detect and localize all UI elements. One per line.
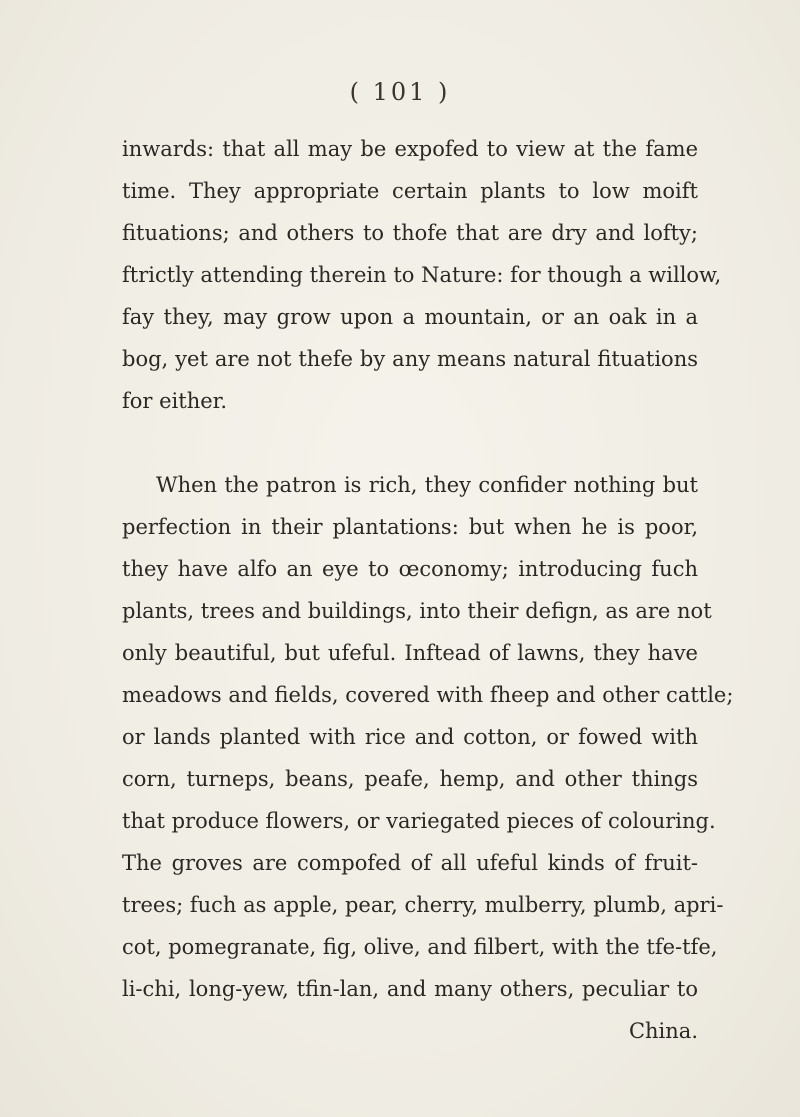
catchword: China. bbox=[628, 1019, 698, 1043]
text-line: When the patron is rich, they confider nothing but bbox=[156, 473, 698, 497]
text-line: cot, pomegranate, fig, olive, and filbert, with the tfe-tfe, bbox=[122, 935, 718, 959]
text-line: that produce flowers, or variegated pieces of colouring. bbox=[122, 809, 716, 833]
text-line: fay they, may grow upon a mountain, or an oak in a bbox=[122, 305, 698, 329]
text-line: meadows and fields, covered with fheep and other cattle; bbox=[122, 683, 734, 707]
paragraph-2 bbox=[122, 464, 734, 1010]
text-line: perfection in their plantations: but when he is poor, bbox=[122, 515, 698, 539]
text-line: they have alfo an eye to œconomy; introducing fuch bbox=[122, 557, 698, 581]
text-line: ftrictly attending therein to Nature: for though a willow, bbox=[122, 263, 722, 287]
text-line: inwards: that all may be expofed to view at the fame bbox=[122, 137, 698, 161]
body-text bbox=[122, 128, 734, 1052]
text-line: trees; fuch as apple, pear, cherry, mulberry, plumb, apri- bbox=[122, 893, 724, 917]
text-line: time. They appropriate certain plants to low moift bbox=[122, 179, 698, 203]
text-line: li-chi, long-yew, tfin-lan, and many others, peculiar to bbox=[122, 977, 698, 1001]
text-line: for either. bbox=[122, 389, 228, 413]
text-line: plants, trees and buildings, into their defign, as are not bbox=[122, 599, 712, 623]
paragraph-gap bbox=[122, 422, 698, 464]
paragraph-1 bbox=[122, 128, 722, 422]
text-line: or lands planted with rice and cotton, or fowed with bbox=[122, 725, 698, 749]
text-line: The groves are compofed of all ufeful kinds of fruit- bbox=[122, 851, 698, 875]
text-line: bog, yet are not thefe by any means natural fituations bbox=[122, 347, 698, 371]
page-number: ( 101 ) bbox=[349, 78, 451, 106]
text-line: only beautiful, but ufeful. Inftead of lawns, they have bbox=[122, 641, 698, 665]
text-line: fituations; and others to thofe that are dry and lofty; bbox=[122, 221, 698, 245]
text-line: corn, turneps, beans, peafe, hemp, and other things bbox=[122, 767, 698, 791]
